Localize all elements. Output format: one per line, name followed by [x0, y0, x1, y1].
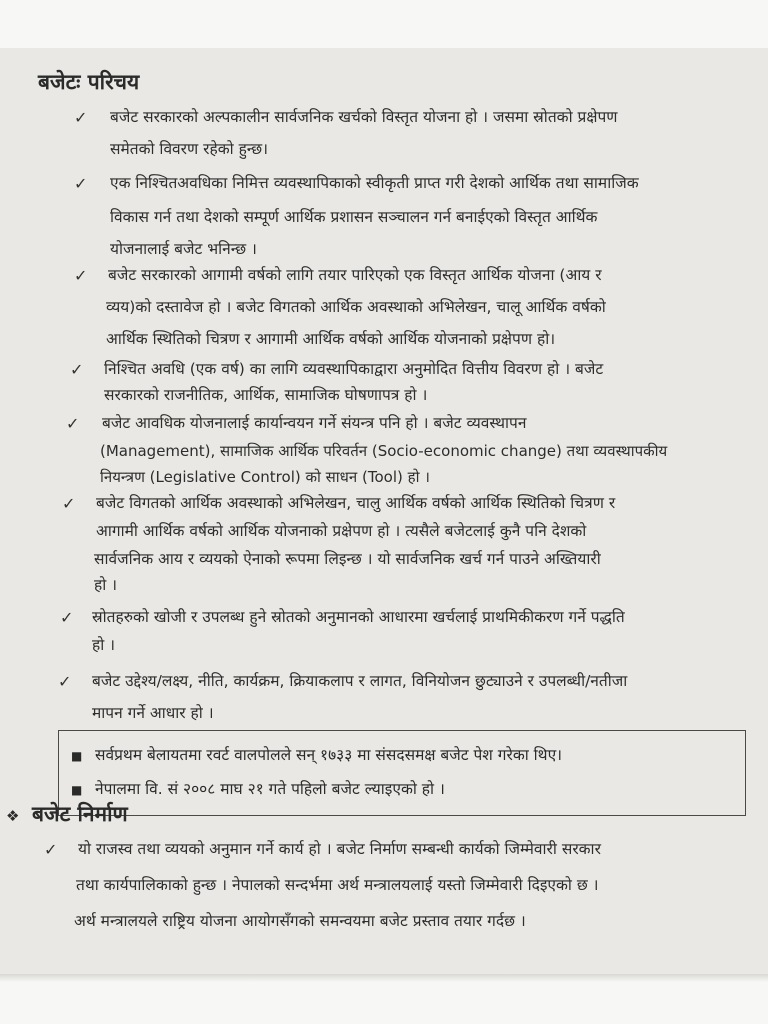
point-line: आगामी आर्थिक वर्षको आर्थिक योजनाको प्रक्षेपण हो । त्यसैले बजेटलाई कुनै पनि देशको	[96, 522, 587, 540]
check-icon: ✓	[74, 174, 88, 193]
section-title-text: बजेट निर्माण	[32, 802, 128, 826]
note-text: नेपालमा वि. सं २००८ माघ २१ गते पहिलो बजेट ल्याइएको हो ।	[95, 780, 445, 798]
diamond-bullet-icon: ❖	[6, 807, 20, 825]
point-line: मापन गर्ने आधार हो ।	[92, 704, 214, 722]
point-line: एक निश्चितअवधिका निमित्त व्यवस्थापिकाको स्वीकृती प्राप्त गरी देशको आर्थिक तथा सामाजिक	[110, 174, 639, 192]
point-line: बजेट विगतको आर्थिक अवस्थाको अभिलेखन, चालु आर्थिक वर्षको आर्थिक स्थितिको चित्रण र	[96, 494, 616, 512]
check-icon: ✓	[74, 108, 88, 127]
check-icon: ✓	[66, 414, 80, 433]
point-line: हो ।	[92, 636, 116, 654]
point-line: (Management), सामाजिक आर्थिक परिवर्तन (Socio-economic change) तथा व्यवस्थापकीय	[100, 442, 668, 460]
point-line: व्यय)को दस्तावेज हो । बजेट विगतको आर्थिक अवस्थाको अभिलेखन, चालू आर्थिक वर्षको	[106, 298, 606, 316]
point-line: समेतको विवरण रहेको हुन्छ।	[110, 140, 268, 158]
book-page	[0, 48, 768, 974]
point-line: अर्थ मन्त्रालयले राष्ट्रिय योजना आयोगसँगको समन्वयमा बजेट प्रस्ताव तयार गर्दछ ।	[74, 912, 526, 930]
point-line: निश्चित अवधि (एक वर्ष) का लागि व्यवस्थापिकाद्वारा अनुमोदित वित्तीय विवरण हो । बजेट	[104, 360, 604, 378]
page-bottom-edge	[0, 974, 768, 982]
point-line: नियन्त्रण (Legislative Control) को साधन (Tool) हो ।	[100, 468, 430, 486]
point-line: विकास गर्न तथा देशको सम्पूर्ण आर्थिक प्रशासन सञ्चालन गर्न बनाईएको विस्तृत आर्थिक	[110, 208, 598, 226]
point-line: बजेट आवधिक योजनालाई कार्यान्वयन गर्ने संयन्त्र पनि हो । बजेट व्यवस्थापन	[102, 414, 527, 432]
check-icon: ✓	[44, 840, 58, 859]
point-line: हो ।	[94, 576, 118, 594]
historical-note-box	[58, 730, 746, 816]
point-line: यो राजस्व तथा व्ययको अनुमान गर्ने कार्य हो । बजेट निर्माण सम्बन्धी कार्यको जिम्मेवारी सरकार	[78, 840, 601, 858]
check-icon: ✓	[74, 266, 88, 285]
section-title-budget-formation	[6, 800, 128, 828]
point-line: सार्वजनिक आय र व्ययको ऐनाको रूपमा लिइन्छ । यो सार्वजनिक खर्च गर्न पाउने अख्तियारी	[94, 550, 601, 568]
check-icon: ✓	[62, 494, 76, 513]
point-line: स्रोतहरुको खोजी र उपलब्ध हुने स्रोतको अनुमानको आधारमा खर्चलाई प्राथमिकीकरण गर्ने पद्धति	[92, 608, 625, 626]
note-item	[71, 777, 445, 799]
check-icon: ✓	[60, 608, 74, 627]
note-item	[71, 743, 562, 765]
point-line: बजेट सरकारको अल्पकालीन सार्वजनिक खर्चको विस्तृत योजना हो । जसमा स्रोतको प्रक्षेपण	[110, 108, 618, 126]
section-title-budget-intro: बजेटः परिचय	[38, 70, 140, 94]
bullet-icon: ■	[71, 749, 83, 763]
point-line: तथा कार्यपालिकाको हुन्छ । नेपालको सन्दर्भमा अर्थ मन्त्रालयलाई यस्तो जिम्मेवारी दिइएको छ ।	[76, 876, 599, 894]
check-icon: ✓	[70, 360, 84, 379]
point-line: बजेट सरकारको आगामी वर्षको लागि तयार पारिएको एक विस्तृत आर्थिक योजना (आय र	[108, 266, 602, 284]
point-line: योजनालाई बजेट भनिन्छ ।	[110, 240, 257, 258]
point-line: बजेट उद्देश्य/लक्ष्य, नीति, कार्यक्रम, क्रियाकलाप र लागत, विनियोजन छुट्याउने र उपलब्धी/नतीजा	[92, 672, 628, 690]
check-icon: ✓	[58, 672, 72, 691]
note-text: सर्वप्रथम बेलायतमा रवर्ट वालपोलले सन् १७३३ मा संसदसमक्ष बजेट पेश गरेका थिए।	[95, 746, 563, 764]
point-line: सरकारको राजनीतिक, आर्थिक, सामाजिक घोषणापत्र हो ।	[104, 386, 428, 404]
bullet-icon: ■	[71, 783, 83, 797]
point-line: आर्थिक स्थितिको चित्रण र आगामी आर्थिक वर्षको आर्थिक योजनाको प्रक्षेपण हो।	[106, 330, 556, 348]
